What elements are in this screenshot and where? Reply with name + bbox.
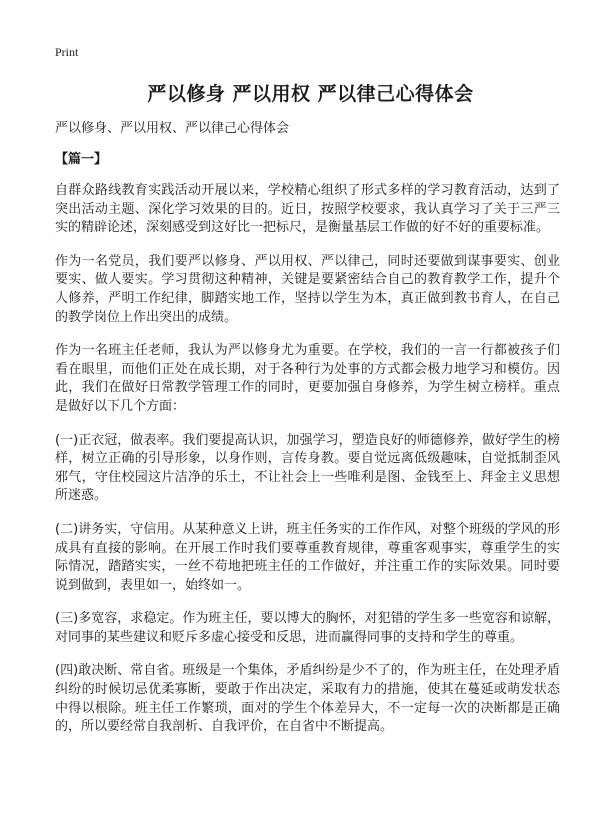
print-link[interactable]: Print [55,45,79,59]
paragraph: (四)敢决断、常自省。班级是一个集体，矛盾纠纷是少不了的，作为班主任，在处理矛盾纠纷的时候切忌优柔寡断，要敢于作出决定，采取有力的措施，使其在蔓延或萌发状态中得以根除。班主任工作繁琐，面对的学生个体差异大，不一定每一次的决断都是正确的，所以要经常自我剖析、自我评价，在自省中不断提高。 [55,663,560,735]
paragraph: (一)正衣冠，做表率。我们要提高认识，加强学习，塑造良好的师德修养，做好学生的榜样，树立正确的引导形象，以身作则，言传身教。要自觉远离低级趣味，自觉抵制歪风邪气，守住校园这片洁净的乐土，不让社会上一些唯利是图、金钱至上、拜金主义思想所迷惑。 [55,432,560,504]
page-title: 严以修身 严以用权 严以律己心得体会 [147,83,474,105]
paragraph: 作为一名班主任老师，我认为严以修身尤为重要。在学校，我们的一言一行都被孩子们看在眼里，而他们正处在成长期，对于各种行为处事的方式都会极力地学习和模仿。因此，我们在做好日常教学管理工作的同时，更要加强自身修养，为学生树立榜样。重点是做好以下几个方面： [55,343,560,414]
subtitle: 严以修身、严以用权、严以律己心得体会 [55,121,290,136]
paragraph: 自群众路线教育实践活动开展以来，学校精心组织了形式多样的学习教育活动，达到了突出活动主题、深化学习效果的目的。近日，按照学校要求，我认真学习了关于三严三实的精辟论述，深刻感受到这好比一把标尺，是衡量基层工作做的好不好的重要标准。 [55,183,560,236]
section-heading: 【篇一】 [55,152,108,167]
paragraph: (三)多宽容，求稳定。作为班主任，要以博大的胸怀，对犯错的学生多一些宽容和谅解，对同事的某些建议和贬斥多虚心接受和反思，进而赢得同事的支持和学生的尊重。 [55,611,560,645]
paragraph: (二)讲务实，守信用。从某种意义上讲，班主任务实的工作作风，对整个班级的学风的形成具有直接的影响。在开展工作时我们要尊重教育规律，尊重客观事实，尊重学生的实际情况，踏踏实实，一丝不苟地把班主任的工作做好，并注重工作的实际效果。同时要说到做到，表里如一，始终如一。 [55,521,560,593]
paragraph: 作为一名党员，我们要严以修身、严以用权、严以律己，同时还要做到谋事要实、创业要实、做人要实。学习贯彻这种精神，关键是要紧密结合自己的教育教学工作，提升个人修养，严明工作纪律，脚踏实地工作，坚持以学生为本，真正做到教书育人，在自己的教学岗位上作出突出的成绩。 [55,253,560,325]
